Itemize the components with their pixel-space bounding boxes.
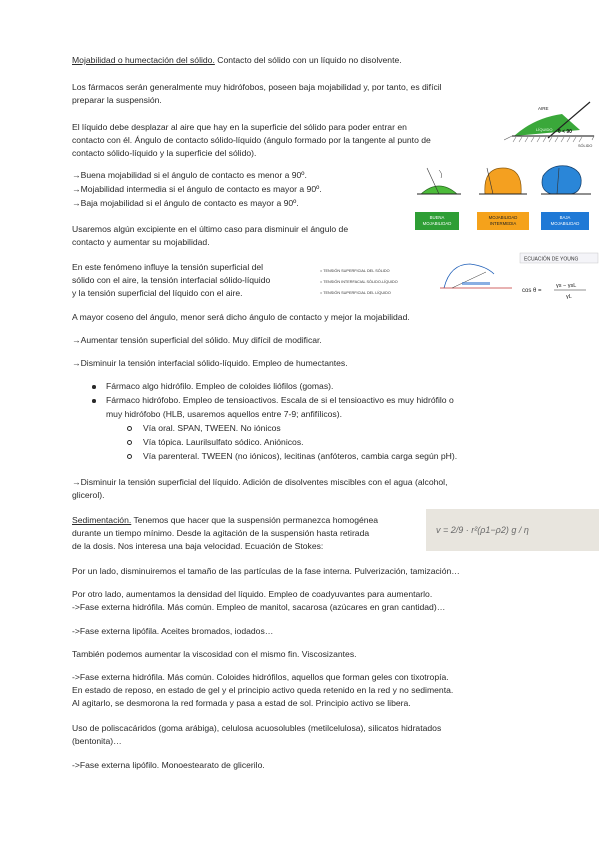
drop-label-buena-1: BUENA <box>429 215 445 220</box>
section-heading-rest: Tenemos que hacer que la suspensión permanezca homogénea <box>131 515 379 525</box>
contact-angle-figure <box>504 100 596 154</box>
text-line: contacto sólido-líquido y la superficie del sólido). <box>72 148 257 158</box>
drop-label-baja-1: BAJA <box>559 215 571 220</box>
text-line: ->Fase externa lipófilo. Monoestearato de glicerilo. <box>72 760 265 770</box>
text-line: →Baja mojabilidad si el ángulo de contacto es mayor a 90º. <box>72 198 299 208</box>
young-title: ECUACIÓN DE YOUNG <box>524 256 579 263</box>
tension-liquid-label: = TENSIÓN SUPERFICIAL DEL LÍQUIDO <box>320 291 391 295</box>
text-line: (bentonita)… <box>72 736 122 746</box>
sub-bullet-item: Vía oral. SPAN, TWEEN. No iónicos <box>143 423 281 433</box>
section-title-line <box>72 54 402 67</box>
sub-bullet <box>127 454 132 459</box>
text-line: A mayor coseno del ángulo, menor será dicho ángulo de contacto y mejor la mojabilidad. <box>72 312 410 322</box>
text-line: Usaremos algún excipiente en el último caso para disminuir el ángulo de <box>72 224 349 234</box>
text-line: sólido con el aire, la tensión interfacial sólido-líquido <box>72 275 271 285</box>
section-heading-rest: Contacto del sólido con un líquido no disolvente. <box>214 55 402 65</box>
text-line: contacto con él. Ángulo de contacto sólido-líquido (ángulo formado por la tangente al punto de <box>72 135 431 145</box>
sub-bullet <box>127 440 132 445</box>
text-line: En este fenómeno influye la tensión superficial del <box>72 262 264 272</box>
text-line: ->Fase externa lipófila. Aceites bromados, iodados… <box>72 626 274 636</box>
text-line: El líquido debe desplazar al aire que hay en la superficie del sólido para poder entrar en <box>72 122 407 132</box>
text-line: →Mojabilidad intermedia si el ángulo de contacto es mayor a 90º. <box>72 184 322 194</box>
text-line: También podemos aumentar la viscosidad con el mismo fin. Viscosizantes. <box>72 649 357 659</box>
bullet-dot <box>92 385 96 389</box>
text-line: Por otro lado, aumentamos la densidad del líquido. Empleo de coadyuvantes para aumentarlo. <box>72 589 433 599</box>
stokes-equation-text: v = 2/9 · r²(ρ1−ρ2) g / η <box>436 525 529 535</box>
text-line: glicerol). <box>72 490 105 500</box>
bullet-item-continued: muy hidrófobo (HLB, usaremos aquellos entre 7-9; anfifílicos). <box>106 409 342 419</box>
text-line: →Disminuir la tensión superficial del líquido. Adición de disolventes miscibles con el agua (alcohol, <box>72 477 448 487</box>
drop-label-intermedia-2: INTERMEDIA <box>489 221 517 226</box>
text-line: preparar la suspensión. <box>72 95 162 105</box>
drop-label-baja-2: MOJABILIDAD <box>550 221 580 226</box>
bullet-item: Fármaco algo hidrófilo. Empleo de coloides liófilos (gomas). <box>106 381 334 391</box>
text-line: Al agitarlo, se desmorona la red formada y pasa a estad de sol. Principio activo se libera. <box>72 698 411 708</box>
text-line: ->Fase externa hidrófila. Más común. Coloides hidrófilos, aquellos que forman geles con tixotropía. <box>72 672 449 682</box>
figure-label-theta: θ < 90 <box>558 129 572 135</box>
tension-solid-label: = TENSIÓN SUPERFICIAL DEL SÓLIDO <box>320 269 390 273</box>
sub-bullet <box>127 426 132 431</box>
tension-interfacial-label: = TENSIÓN INTERFACIAL SÓLIDO-LÍQUIDO <box>320 280 398 284</box>
text-line: durante un tiempo mínimo. Desde la agitación de la suspensión hasta retirada <box>72 528 370 538</box>
figure-label-liquido: LÍQUIDO <box>536 127 553 132</box>
text-line: contacto y aumentar su mojabilidad. <box>72 237 210 247</box>
text-line: Por un lado, disminuiremos el tamaño de las partículas de la fase interna. Pulverización, tamización… <box>72 566 460 576</box>
figure-label-solido: SÓLIDO <box>578 144 593 148</box>
bullet-dot <box>92 399 96 403</box>
text-line: Uso de poliscacáridos (goma arábiga), celulosa acuosolubles (metilcelulosa), silicatos hidratados <box>72 723 442 733</box>
text-line: Los fármacos serán generalmente muy hidrófobos, poseen baja mojabilidad y, por tanto, es difícil <box>72 82 442 92</box>
text-line: ->Fase externa hidrófila. Más común. Empleo de manitol, sacarosa (azúcares en gran cantidad)… <box>72 602 446 612</box>
wettability-drops-figure <box>413 160 597 232</box>
drop-label-buena-2: MOJABILIDAD <box>422 221 452 226</box>
text-line: →Buena mojabilidad si el ángulo de contacto es menor a 90º. <box>72 170 307 180</box>
drop-label-intermedia-1: MOJABILIDAD <box>488 215 518 220</box>
section-title-line <box>72 514 378 527</box>
young-cos: cos θ = <box>522 288 542 294</box>
bullet-item: Fármaco hidrófobo. Empleo de tensioactivos. Escala de si el tensioactivo es muy hidrófilo o <box>106 395 454 405</box>
section-heading-sedimentacion: Sedimentación. <box>72 515 132 525</box>
tensions-figure <box>316 252 599 302</box>
text-line: →Aumentar tensión superficial del sólido. Muy difícil de modificar. <box>72 335 322 345</box>
stokes-equation-image <box>426 509 599 551</box>
section-heading-mojabilidad: Mojabilidad o humectación del sólido. <box>72 55 215 65</box>
text-line: →Disminuir la tensión interfacial sólido-líquido. Empleo de humectantes. <box>72 358 348 368</box>
young-numerator: γs − γsL <box>556 283 577 289</box>
text-line: de la dosis. Nos interesa una baja velocidad. Ecuación de Stokes: <box>72 541 324 551</box>
sub-bullet-item: Vía parenteral. TWEEN (no iónicos), lecitinas (anfóteros, cambia carga según pH). <box>143 451 458 461</box>
young-denominator: γL <box>566 294 572 300</box>
sub-bullet-item: Vía tópica. Laurilsulfato sódico. Aniónicos. <box>143 437 304 447</box>
text-line: En estado de reposo, en estado de gel y el principio activo queda retenido en la red y no sedimenta. <box>72 685 454 695</box>
figure-label-aire: AIRE <box>538 106 549 111</box>
text-line: y la tensión superficial del líquido con el aire. <box>72 288 243 298</box>
